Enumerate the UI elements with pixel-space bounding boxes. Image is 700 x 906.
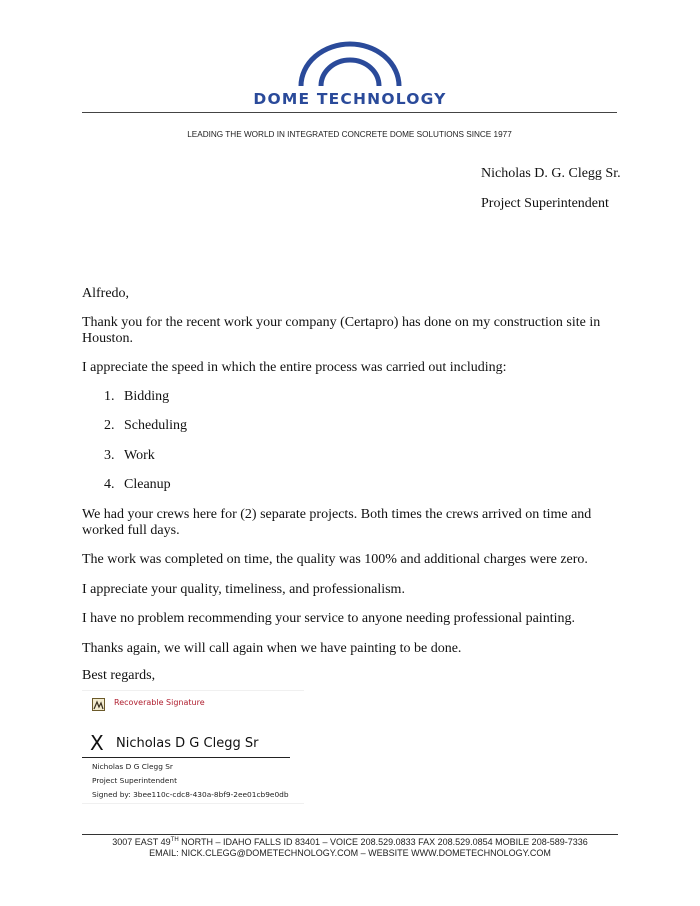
dome-arcs-icon	[295, 40, 405, 88]
footer-address-part2: NORTH – IDAHO FALLS ID 83401 – VOICE 208.529.0833 FAX 208.529.0854 MOBILE 208-589-7336	[178, 837, 588, 847]
list-number: 2.	[104, 418, 115, 433]
footer-address-part1: 3007 EAST 49	[112, 837, 171, 847]
list-text: Work	[124, 448, 155, 463]
footer-divider	[82, 834, 618, 835]
list-item	[104, 448, 155, 464]
list-item	[104, 418, 187, 434]
footer-address	[82, 837, 618, 847]
paragraph-quality: I appreciate your quality, timeliness, and professionalism.	[82, 582, 405, 597]
signature-x-mark: X	[90, 731, 104, 755]
signature-bottom-divider	[82, 803, 304, 804]
company-name: DOME TECHNOLOGY	[253, 90, 447, 108]
signature-top-divider	[82, 690, 304, 691]
paragraph-recommend: I have no problem recommending your service to anyone needing professional painting.	[82, 611, 575, 626]
paragraph-thanks-again: Thanks again, we will call again when we have painting to be done.	[82, 641, 462, 656]
list-item	[104, 389, 169, 405]
closing: Best regards,	[82, 668, 156, 683]
paragraph-crews: We had your crews here for (2) separate projects. Both times the crews arrived on time and worked full days.	[82, 507, 592, 538]
paragraph-appreciate-speed: I appreciate the speed in which the entire process was carried out including:	[82, 360, 507, 375]
signer-title: Project Superintendent	[92, 776, 177, 785]
list-number: 4.	[104, 477, 115, 492]
list-number: 3.	[104, 448, 115, 463]
list-text: Bidding	[124, 389, 170, 404]
signature-icon	[92, 698, 105, 711]
company-tagline: LEADING THE WORLD IN INTEGRATED CONCRETE DOME SOLUTIONS SINCE 1977	[187, 130, 512, 139]
footer-contact: EMAIL: NICK.CLEGG@DOMETECHNOLOGY.COM – WEBSITE WWW.DOMETECHNOLOGY.COM	[149, 848, 551, 858]
digital-signature-block	[82, 690, 304, 804]
list-item	[104, 477, 171, 493]
signature-name: Nicholas D G Clegg Sr	[116, 736, 259, 751]
paragraph-thanks: Thank you for the recent work your company (Certapro) has done on my construction site in Houston.	[82, 315, 601, 346]
list-text: Scheduling	[124, 418, 187, 433]
sender-name: Nicholas D. G. Clegg Sr.	[481, 166, 621, 181]
signer-id: Signed by: 3bee110c-cdc8-430a-8bf9-2ee01cb9e0db	[92, 790, 289, 799]
list-number: 1.	[104, 389, 115, 404]
footer-address-sup: TH	[170, 837, 179, 843]
sender-title: Project Superintendent	[481, 196, 609, 211]
recoverable-signature-label: Recoverable Signature	[114, 698, 205, 707]
header-divider	[82, 112, 617, 113]
paragraph-completed: The work was completed on time, the quality was 100% and additional charges were zero.	[82, 552, 588, 567]
company-logo	[240, 40, 460, 110]
salutation: Alfredo,	[82, 286, 130, 301]
signer-name: Nicholas D G Clegg Sr	[92, 762, 173, 771]
list-text: Cleanup	[124, 477, 171, 492]
signature-line	[82, 757, 290, 758]
